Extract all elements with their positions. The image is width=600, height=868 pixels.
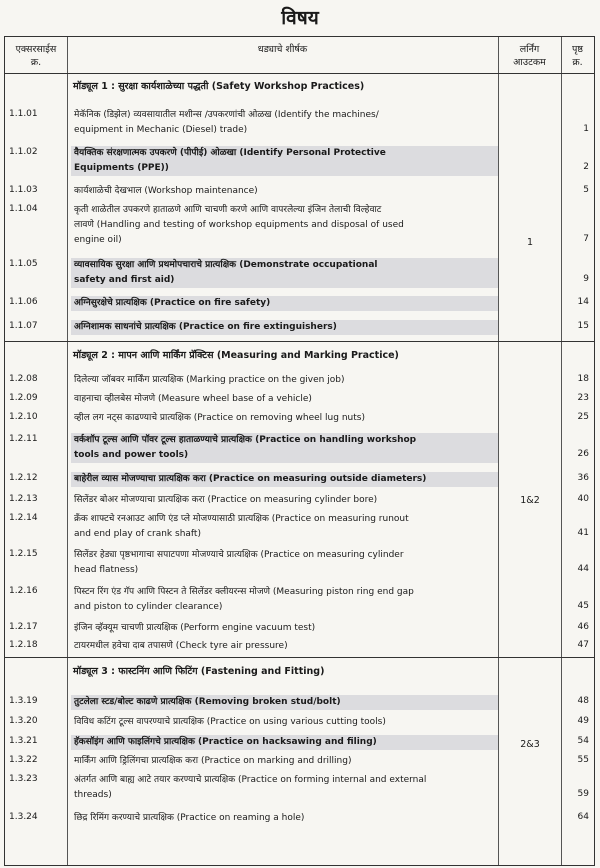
page-number: 23 xyxy=(577,393,589,403)
page-number: 18 xyxy=(577,374,589,384)
exercise-title xyxy=(71,472,498,487)
exercise-number: 1.1.01 xyxy=(9,109,38,119)
header-page-no-line2: क्र. xyxy=(572,57,583,68)
exercise-title xyxy=(71,715,498,730)
exercise-number: 1.1.06 xyxy=(9,297,38,307)
exercise-number: 1.1.05 xyxy=(9,259,38,269)
exercise-title-line: दिलेल्या जॉबवर मार्किंग प्रात्यक्षिक (Marking practice on the given job) xyxy=(74,375,345,385)
page-number: 46 xyxy=(577,622,589,632)
exercise-number: 1.3.20 xyxy=(9,716,38,726)
exercise-title xyxy=(71,296,498,311)
exercise-title-line: मेकॅनिक (डिझेल) व्यवसायातील मशीन्स /उपकरणांची ओळख (Identify the machines/ xyxy=(74,110,379,120)
header-exercise-no xyxy=(5,43,67,69)
exercise-title xyxy=(71,411,498,426)
exercise-title-line: engine oil) xyxy=(74,235,122,245)
exercise-number: 1.2.15 xyxy=(9,549,38,559)
exercise-title-line: विविध कटिंग टूल्स वापरण्याचे प्रात्यक्षिक (Practice on using various cutting tools) xyxy=(74,717,386,727)
exercise-number: 1.1.02 xyxy=(9,147,38,157)
exercise-title xyxy=(71,773,498,803)
exercise-title xyxy=(71,621,498,636)
contents-table xyxy=(4,36,595,866)
exercise-title xyxy=(71,639,498,654)
header-learning-outcome xyxy=(498,43,561,69)
exercise-title-line: लावणे (Handling and testing of workshop equipments and disposal of used xyxy=(74,220,404,230)
exercise-title xyxy=(71,735,498,750)
exercise-title-line: equipment in Mechanic (Diesel) trade) xyxy=(74,125,248,135)
exercise-number: 1.1.07 xyxy=(9,321,38,331)
exercise-title-line: इंजिन व्हॅक्यूम चाचणी प्रात्यक्षिक (Perform engine vacuum test) xyxy=(74,623,316,633)
module-1-outcome: 1 xyxy=(526,237,534,248)
exercise-number: 1.3.23 xyxy=(9,774,38,784)
exercise-number: 1.2.12 xyxy=(9,473,38,483)
header-exercise-no-line2: क्र. xyxy=(30,57,42,68)
page-number: 45 xyxy=(577,601,589,611)
page-number: 15 xyxy=(577,321,589,331)
exercise-title-line: वाहनाचा व्हीलबेस मोजणे (Measure wheel base of a vehicle) xyxy=(74,394,312,404)
exercise-title xyxy=(71,392,498,407)
exercise-title-line: पिस्टन रिंग एंड गॅप आणि पिस्टन ते सिलेंडर क्लीयरन्स मोजणे (Measuring piston ring end gap xyxy=(74,587,414,597)
page-number: 55 xyxy=(577,755,589,765)
exercise-title-line: अग्निसुरक्षेचे प्रात्यक्षिक (Practice on fire safety) xyxy=(74,298,271,308)
header-outcome-line2: आउटकम xyxy=(513,57,546,68)
exercise-title-line: टायरमधील हवेचा दाब तपासणे (Check tyre air pressure) xyxy=(74,641,288,651)
exercise-title-line: सिलेंडर बोअर मोजण्याचा प्रात्यक्षिक करा (Practice on measuring cylinder bore) xyxy=(74,495,378,505)
module-2-outcome: 1&2 xyxy=(520,495,540,506)
page-number: 25 xyxy=(577,412,589,422)
page-number: 64 xyxy=(577,812,589,822)
module-divider xyxy=(5,341,594,342)
page-number: 40 xyxy=(577,494,589,504)
module-3-outcome: 2&3 xyxy=(520,739,540,750)
exercise-title xyxy=(71,811,498,826)
exercise-title-line: and piston to cylinder clearance) xyxy=(74,602,223,612)
exercise-title-line: Equipments (PPE)) xyxy=(74,163,169,173)
exercise-title-line: व्हील लग नट्स काढण्याचे प्रात्यक्षिक (Practice on removing wheel lug nuts) xyxy=(74,413,365,423)
page-number: 36 xyxy=(577,473,589,483)
exercise-title xyxy=(71,108,498,138)
exercise-title xyxy=(71,184,498,199)
exercise-title-line: क्रँक शाफ्टचे रनआउट आणि एंड प्ले मोजण्यासाठी प्रात्यक्षिक (Practice on measuring runout xyxy=(74,514,409,524)
exercise-title xyxy=(71,203,498,248)
exercise-title-line: व्यावसायिक सुरक्षा आणि प्रथमोपचाराचे प्रात्यक्षिक (Demonstrate occupational xyxy=(74,260,378,270)
page-number: 48 xyxy=(577,696,589,706)
exercise-title-line: तुटलेला स्टड/बोल्ट काढणे प्रात्यक्षिक (Removing broken stud/bolt) xyxy=(74,697,341,707)
exercise-title-line: सिलेंडर हेड्या पृष्ठभागाचा सपाटपणा मोजण्याचे प्रात्यक्षिक (Practice on measuring cylinder xyxy=(74,550,404,560)
exercise-title-line: threads) xyxy=(74,790,112,800)
exercise-title-line: अग्निशामक साधनांचे प्रात्यक्षिक (Practice on fire extinguishers) xyxy=(74,322,337,332)
header-divider xyxy=(5,73,594,74)
exercise-title-line: वैयक्तिक संरक्षणात्मक उपकरणे (पीपीई) ओळखा (Identify Personal Protective xyxy=(74,148,386,158)
exercise-title-line: छिद्र रिमिंग करण्याचे प्रात्यक्षिक (Practice on reaming a hole) xyxy=(74,813,305,823)
exercise-title-line: अंतर्गत आणि बाह्य आटे तयार करण्याचे प्रात्यक्षिक (Practice on forming internal and external xyxy=(74,775,427,785)
exercise-number: 1.1.03 xyxy=(9,185,38,195)
exercise-number: 1.2.09 xyxy=(9,393,38,403)
exercise-number: 1.2.17 xyxy=(9,622,38,632)
exercise-title xyxy=(71,695,498,710)
exercise-title-line: कार्यशाळेची देखभाल (Workshop maintenance) xyxy=(74,186,258,196)
exercise-number: 1.3.21 xyxy=(9,736,38,746)
exercise-title xyxy=(71,548,498,578)
page-number: 49 xyxy=(577,716,589,726)
exercise-title-line: and end play of crank shaft) xyxy=(74,529,201,539)
page-number: 26 xyxy=(577,449,589,459)
module-3-title: मॉड्यूल 3 : फास्टनिंग आणि फिटिंग (Fastening and Fitting) xyxy=(73,666,325,677)
page-number: 59 xyxy=(577,789,589,799)
exercise-number: 1.2.16 xyxy=(9,586,38,596)
exercise-title xyxy=(71,320,498,335)
exercise-title xyxy=(71,493,498,508)
header-lesson-title: धड्याचे शीर्षक xyxy=(257,44,308,55)
exercise-number: 1.2.14 xyxy=(9,513,38,523)
exercise-title-line: head flatness) xyxy=(74,565,139,575)
exercise-number: 1.3.19 xyxy=(9,696,38,706)
exercise-number: 1.2.11 xyxy=(9,434,38,444)
page-number: 41 xyxy=(577,528,589,538)
header-exercise-no-line1: एक्सरसाईस xyxy=(15,44,57,55)
page-number: 14 xyxy=(577,297,589,307)
page-number: 5 xyxy=(583,185,589,195)
header-page-no xyxy=(561,43,594,69)
header-outcome-line1: लर्निंग xyxy=(519,44,540,55)
page-number: 47 xyxy=(577,640,589,650)
exercise-title-line: कृती शाळेतील उपकरणे हाताळणे आणि चाचणी करणे आणि वापरलेल्या इंजिन तेलाची विल्हेवाट xyxy=(74,205,382,215)
exercise-title xyxy=(71,433,498,463)
exercise-title-line: हॅकसॉइंग आणि फाइलिंगचे प्रात्यक्षिक (Practice on hacksawing and filing) xyxy=(74,737,377,747)
module-2-title: मॉड्यूल 2 : मापन आणि मार्किंग प्रॅक्टिस (Measuring and Marking Practice) xyxy=(73,350,399,361)
page-number: 1 xyxy=(583,124,589,134)
exercise-title-line: tools and power tools) xyxy=(74,450,189,460)
module-divider xyxy=(5,657,594,658)
column-divider xyxy=(498,37,499,865)
exercise-title-line: बाहेरील व्यास मोजण्याचा प्रात्यक्षिक करा (Practice on measuring outside diameters) xyxy=(74,474,427,484)
exercise-number: 1.3.24 xyxy=(9,812,38,822)
exercise-title xyxy=(71,585,498,615)
page-number: 7 xyxy=(583,234,589,244)
exercise-number: 1.1.04 xyxy=(9,204,38,214)
page-number: 2 xyxy=(583,162,589,172)
exercise-title-line: वर्कशॉप टूल्स आणि पॉवर टूल्स हाताळण्याचे प्रात्यक्षिक (Practice on handling workshop xyxy=(74,435,417,445)
exercise-title-line: safety and first aid) xyxy=(74,275,175,285)
exercise-title xyxy=(71,258,498,288)
page-number: 54 xyxy=(577,736,589,746)
page-number: 44 xyxy=(577,564,589,574)
header-page-no-line1: पृष्ठ xyxy=(572,44,583,55)
exercise-title-line: मार्किंग आणि ड्रिलिंगचा प्रात्यक्षिक करा (Practice on marking and drilling) xyxy=(74,756,352,766)
page-number: 9 xyxy=(583,274,589,284)
page-title: विषय xyxy=(281,7,319,29)
exercise-number: 1.2.18 xyxy=(9,640,38,650)
exercise-number: 1.2.08 xyxy=(9,374,38,384)
column-divider xyxy=(67,37,68,865)
exercise-number: 1.2.13 xyxy=(9,494,38,504)
exercise-title xyxy=(71,754,498,769)
exercise-title xyxy=(71,512,498,542)
exercise-number: 1.3.22 xyxy=(9,755,38,765)
exercise-title xyxy=(71,373,498,388)
module-1-title: मॉड्यूल 1 : सुरक्षा कार्यशाळेच्या पद्धती (Safety Workshop Practices) xyxy=(73,81,365,92)
exercise-number: 1.2.10 xyxy=(9,412,38,422)
exercise-title xyxy=(71,146,498,176)
